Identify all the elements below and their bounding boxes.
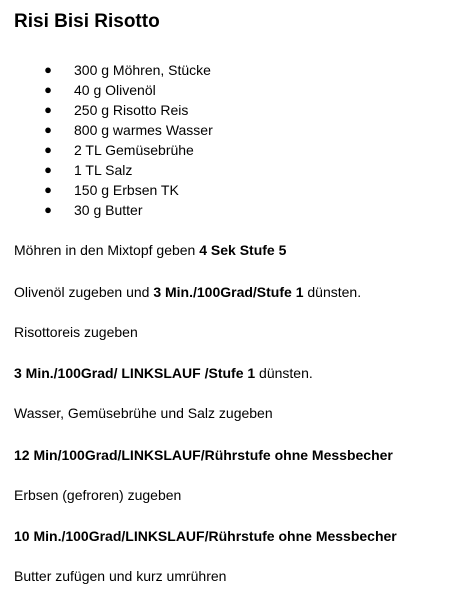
bullet-icon: ● xyxy=(44,202,52,217)
ingredient-text: 30 g Butter xyxy=(74,202,143,218)
instruction-step xyxy=(14,404,273,422)
step-setting: 3 Min./100Grad/Stufe 1 xyxy=(153,284,304,300)
step-setting: 10 Min./100Grad/LINKSLAUF/Rührstufe ohne Messbecher xyxy=(14,528,397,544)
step-text: Olivenöl zugeben und xyxy=(14,284,154,300)
step-setting: 12 Min/100Grad/LINKSLAUF/Rührstufe ohne Messbecher xyxy=(14,447,393,463)
page-title: Risi Bisi Risotto xyxy=(14,11,160,32)
bullet-icon: ● xyxy=(44,182,52,197)
ingredient-text: 800 g warmes Wasser xyxy=(74,122,213,138)
bullet-icon: ● xyxy=(44,102,52,117)
step-setting: 3 Min./100Grad/ LINKSLAUF /Stufe 1 xyxy=(14,365,256,381)
ingredient-text: 250 g Risotto Reis xyxy=(74,102,189,118)
bullet-icon: ● xyxy=(44,142,52,157)
bullet-icon: ● xyxy=(44,62,52,77)
bullet-icon: ● xyxy=(44,122,52,137)
instruction-step xyxy=(14,486,181,504)
instruction-step xyxy=(14,241,286,259)
ingredient-text: 150 g Erbsen TK xyxy=(74,182,179,198)
instruction-step xyxy=(14,323,138,341)
step-text: Wasser, Gemüsebrühe und Salz zugeben xyxy=(14,405,273,421)
step-text-after: dünsten. xyxy=(255,365,313,381)
step-text-after: dünsten. xyxy=(303,284,362,300)
instruction-step xyxy=(14,446,393,464)
step-text: Möhren in den Mixtopf geben xyxy=(14,242,200,258)
instruction-step xyxy=(14,364,313,382)
instruction-step xyxy=(14,567,226,585)
bullet-icon: ● xyxy=(44,162,52,177)
step-text: Erbsen (gefroren) zugeben xyxy=(14,487,182,503)
step-setting: 4 Sek Stufe 5 xyxy=(199,242,287,258)
ingredient-text: 1 TL Salz xyxy=(74,162,133,178)
step-text: Butter zufügen und kurz umrühren xyxy=(14,568,227,584)
instruction-step xyxy=(14,527,397,545)
step-text: Risottoreis zugeben xyxy=(14,324,138,340)
ingredient-text: 2 TL Gemüsebrühe xyxy=(74,142,194,158)
bullet-icon: ● xyxy=(44,82,52,97)
ingredient-text: 40 g Olivenöl xyxy=(74,82,156,98)
ingredient-text: 300 g Möhren, Stücke xyxy=(74,62,211,78)
instruction-step xyxy=(14,283,361,301)
